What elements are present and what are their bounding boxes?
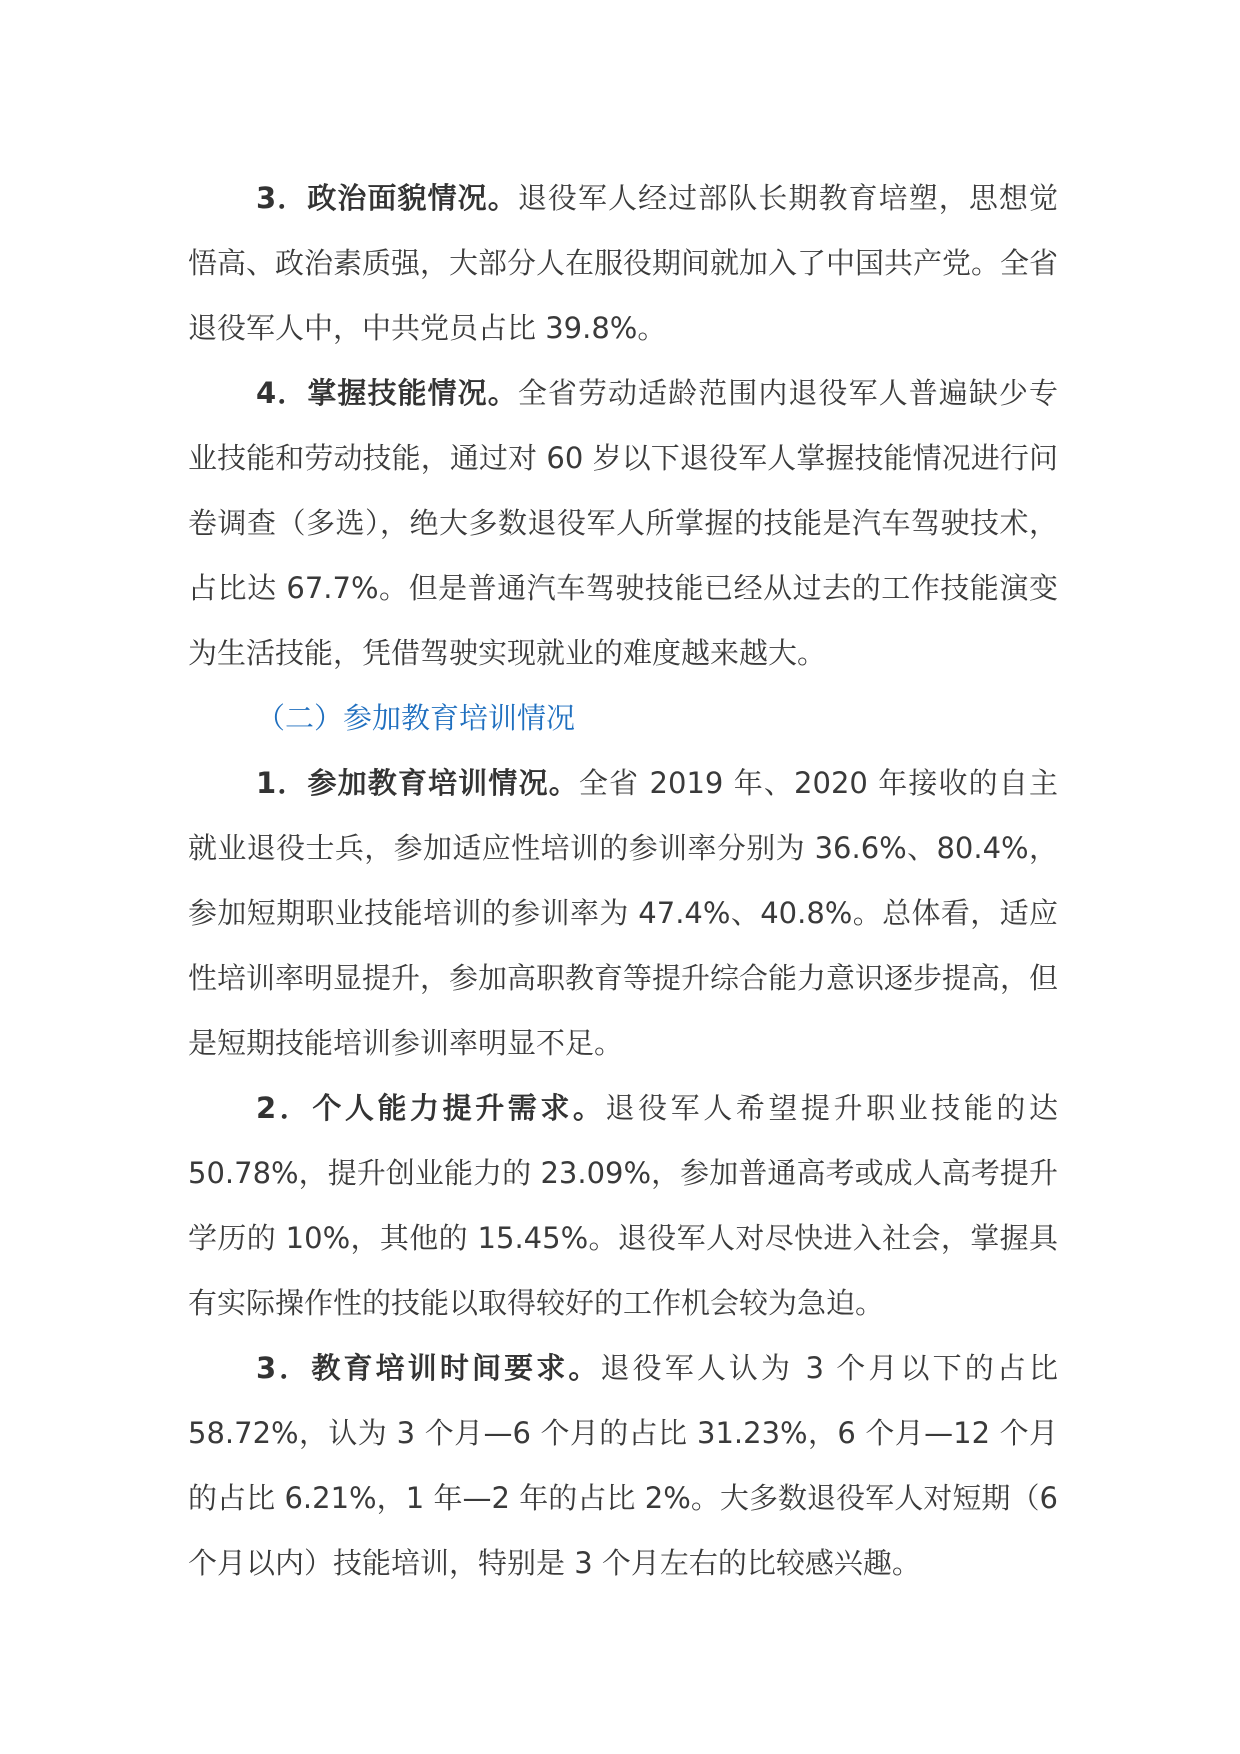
paragraph-text: 退役军人经过部队长期教育培塑，思想觉悟高、政治素质强，大部分人在服役期间就加入了中国共产党。全省退役军人中，中共党员占比 39.8%。 [188, 181, 1059, 345]
document-page [188, 166, 1058, 1596]
paragraph-lead: 2．个人能力提升需求。 [256, 1091, 606, 1125]
paragraph-training-participation [188, 751, 1058, 1076]
paragraph-political-status [188, 166, 1058, 361]
paragraph-lead: 3．教育培训时间要求。 [256, 1351, 601, 1385]
paragraph-text: 全省劳动适龄范围内退役军人普遍缺少专业技能和劳动技能，通过对 60 岁以下退役军人掌握技能情况进行问卷调查（多选），绝大多数退役军人所掌握的技能是汽车驾驶技术，占比达 67.7%。但是普通汽车驾驶技能已经从过去的工作技能演变为生活技能，凭借驾驶实现就业的难度越来越大。 [188, 376, 1058, 670]
paragraph-lead: 1．参加教育培训情况。 [256, 766, 579, 800]
paragraph-lead: 3．政治面貌情况。 [256, 181, 518, 215]
paragraph-text: 退役军人希望提升职业技能的达 50.78%，提升创业能力的 23.09%，参加普通高考或成人高考提升学历的 10%，其他的 15.45%。退役军人对尽快进入社会，掌握具有实际操作性的技能以取得较好的工作机会较为急迫。 [188, 1091, 1058, 1320]
section-subheading: （二）参加教育培训情况 [256, 701, 576, 735]
paragraph-training-duration [188, 1336, 1058, 1596]
paragraph-lead: 4．掌握技能情况。 [256, 376, 518, 410]
paragraph-text: 退役军人认为 3 个月以下的占比 58.72%，认为 3 个月—6 个月的占比 31.23%，6 个月—12 个月的占比 6.21%，1 年—2 年的占比 2%。大多数退役军人对短期（6 个月以内）技能培训，特别是 3 个月左右的比较感兴趣。 [188, 1351, 1058, 1580]
paragraph-text: 全省 2019 年、2020 年接收的自主就业退役士兵，参加适应性培训的参训率分别为 36.6%、80.4%，参加短期职业技能培训的参训率为 47.4%、40.8%。总体看，适应性培训率明显提升，参加高职教育等提升综合能力意识逐步提高，但是短期技能培训参训率明显不足。 [188, 766, 1059, 1060]
paragraph-skills [188, 361, 1058, 686]
paragraph-ability-needs [188, 1076, 1058, 1336]
